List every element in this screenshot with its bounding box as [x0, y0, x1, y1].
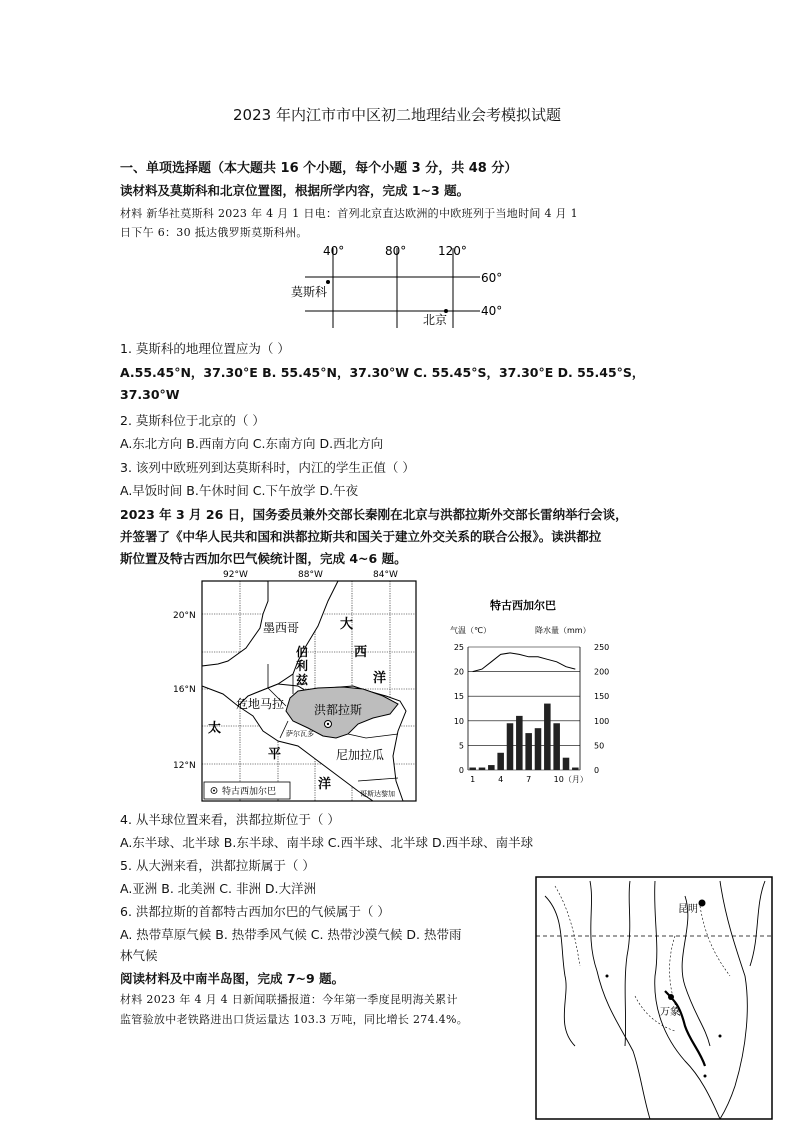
- chart-title: 特古西加尔巴: [490, 599, 556, 612]
- temp-tick-label: 15: [453, 692, 464, 702]
- page-title: 2023 年内江市市中区初二地理结业会考模拟试题: [233, 106, 561, 124]
- guatemala-label: 危地马拉: [236, 697, 285, 711]
- temp-tick-label: 20: [453, 667, 464, 677]
- month-tick-label: 10（月）: [553, 775, 588, 784]
- moscow-beijing-grid-map: [285, 240, 515, 335]
- nicaragua-label: 尼加拉瓜: [336, 748, 385, 762]
- lon-label-80: 80°: [385, 244, 407, 258]
- intro-q1-3: 读材料及莫斯科和北京位置图，根据所学内容，完成 1~3 题。: [120, 183, 470, 198]
- chart-ylabel-precipitation: 降水量（mm）: [535, 626, 591, 635]
- question-2: 2. 莫斯科位于北京的（ ）: [120, 413, 265, 428]
- question-6: 6. 洪都拉斯的首都特古西加尔巴的气候属于（ ）: [120, 904, 390, 919]
- lon-label-92w: 92°W: [223, 570, 248, 580]
- lon-label-120: 120°: [438, 244, 467, 258]
- precip-tick-label: 250: [594, 643, 610, 652]
- lon-label-40: 40°: [323, 244, 345, 258]
- material-3-line2: 监管验放中老铁路进出口货运量达 103.3 万吨，同比增长 274.4%。: [120, 1013, 469, 1026]
- precipitation-bar: [525, 733, 532, 770]
- precip-tick-label: 200: [594, 667, 610, 677]
- belize-label-1: 伯: [296, 645, 309, 659]
- salvador-label: 萨尔瓦多: [286, 730, 314, 738]
- indochina-peninsula-map: [535, 876, 773, 1121]
- lon-label-88w: 88°W: [298, 570, 323, 580]
- precip-tick-label: 0: [594, 766, 600, 775]
- question-1-options-line1: A.55.45°N，37.30°E B. 55.45°N，37.30°W C. 55.45°S，37.30°E D. 55.45°S，: [120, 365, 645, 380]
- lon-label-84w: 84°W: [373, 570, 398, 580]
- question-6-options-line2: 林气候: [120, 948, 158, 963]
- atlantic-label-2: 西: [354, 645, 368, 660]
- lat-label-12n: 12°N: [173, 761, 196, 771]
- question-1: 1. 莫斯科的地理位置应为（ ）: [120, 341, 290, 356]
- lat-label-20n: 20°N: [173, 611, 196, 621]
- temp-tick-label: 10: [453, 716, 464, 726]
- precipitation-bar: [469, 768, 476, 770]
- question-4-options: A.东半球、北半球 B.东半球、南半球 C.西半球、北半球 D.西半球、南半球: [120, 835, 534, 850]
- kunming-marker: [699, 900, 706, 907]
- atlantic-label-3: 洋: [373, 671, 387, 686]
- costarica-label: 哥斯达黎加: [360, 790, 395, 798]
- beijing-label: 北京: [423, 313, 448, 327]
- section-heading: 一、单项选择题（本大题共 16 个小题，每个小题 3 分，共 48 分）: [120, 161, 518, 176]
- lat-label-16n: 16°N: [173, 685, 196, 695]
- question-3-options: A.早饭时间 B.午休时间 C.下午放学 D.午夜: [120, 483, 359, 498]
- month-tick-label: 1: [470, 775, 476, 784]
- precip-tick-label: 100: [594, 716, 610, 726]
- temp-tick-label: 0: [458, 766, 464, 775]
- question-5-options: A.亚洲 B. 北美洲 C. 非洲 D.大洋洲: [120, 881, 317, 896]
- honduras-label: 洪都拉斯: [314, 703, 363, 717]
- honduras-location-map: [168, 566, 420, 806]
- pacific-label-3: 洋: [318, 777, 332, 792]
- honduras-paragraph-line2: 并签署了《中华人民共和国和洪都拉斯共和国关于建立外交关系的联合公报》。读洪都拉: [120, 529, 602, 544]
- pacific-label-2: 平: [268, 747, 282, 762]
- precipitation-bar: [497, 753, 504, 770]
- temp-tick-label: 5: [458, 741, 464, 751]
- temp-tick-label: 25: [453, 643, 464, 652]
- precipitation-bar: [488, 765, 495, 770]
- moscow-label: 莫斯科: [291, 285, 328, 299]
- material-3-line1: 材料 2023 年 4 月 4 日新闻联播报道：今年第一季度昆明海关累计: [120, 993, 458, 1006]
- month-tick-label: 7: [526, 775, 532, 784]
- temperature-curve: [473, 653, 576, 672]
- material-1-line2: 日下午 6：30 抵达俄罗斯莫斯科州。: [120, 226, 308, 239]
- question-6-options-line1: A. 热带草原气候 B. 热带季风气候 C. 热带沙漠气候 D. 热带雨: [120, 927, 462, 942]
- belize-label-2: 利: [296, 659, 309, 673]
- pacific-label-1: 太: [208, 721, 222, 736]
- tegucigalpa-climate-chart: [440, 595, 615, 790]
- vientiane-label: 万象: [660, 1007, 680, 1018]
- chart-ylabel-temperature: 气温（℃）: [450, 626, 491, 635]
- precipitation-bar: [553, 723, 560, 770]
- atlantic-label-1: 大: [340, 617, 354, 632]
- precip-tick-label: 150: [594, 692, 610, 702]
- precipitation-bar: [535, 728, 542, 770]
- precipitation-bar: [507, 723, 514, 770]
- map-legend-capital: 特古西加尔巴: [222, 787, 277, 797]
- vientiane-marker: [668, 994, 674, 1000]
- precipitation-bar: [572, 768, 579, 770]
- lat-label-60: 60°: [481, 271, 503, 285]
- honduras-paragraph-line1: 2023 年 3 月 26 日，国务委员兼外交部长秦刚在北京与洪都拉斯外交部长雷纳举行会谈，: [120, 507, 628, 522]
- lat-label-40: 40°: [481, 304, 503, 318]
- kunming-label: 昆明: [678, 904, 698, 915]
- precipitation-bar: [516, 716, 523, 770]
- material-1-line1: 材料 新华社莫斯科 2023 年 4 月 1 日电：首列北京直达欧洲的中欧班列于当地时间 4 月 1: [120, 207, 578, 220]
- question-5: 5. 从大洲来看，洪都拉斯属于（ ）: [120, 858, 315, 873]
- question-4: 4. 从半球位置来看，洪都拉斯位于（ ）: [120, 812, 340, 827]
- precipitation-bar: [544, 704, 551, 770]
- precipitation-bar: [563, 758, 570, 770]
- precip-tick-label: 50: [594, 741, 605, 751]
- question-3: 3. 该列中欧班列到达莫斯科时，内江的学生正值（ ）: [120, 460, 415, 475]
- mexico-label: 墨西哥: [263, 621, 300, 635]
- question-1-options-line2: 37.30°W: [120, 387, 180, 402]
- moscow-marker: [326, 280, 330, 284]
- month-tick-label: 4: [498, 775, 504, 784]
- question-2-options: A.东北方向 B.西南方向 C.东南方向 D.西北方向: [120, 436, 384, 451]
- precipitation-bar: [479, 768, 486, 770]
- intro-q7-9: 阅读材料及中南半岛图，完成 7~9 题。: [120, 971, 345, 986]
- belize-label-3: 兹: [296, 673, 309, 687]
- honduras-paragraph-line3: 斯位置及特古西加尔巴气候统计图，完成 4~6 题。: [120, 551, 407, 566]
